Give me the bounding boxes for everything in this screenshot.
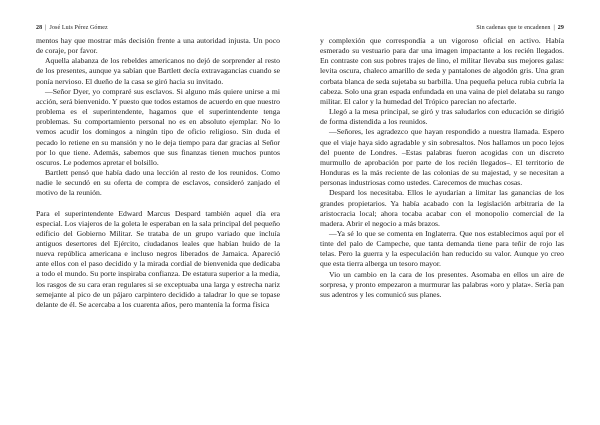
- paragraph: Bartlett pensó que había dado una lección al resto de los reunidos. Como nadie le secundó en su oferta de compra de esclavos, consideró zanjado el motivo de la reunión.: [36, 168, 280, 198]
- left-page-header: [36, 25, 108, 31]
- paragraph: Aquella alabanza de los rebeldes americanos no dejó de sorprender al resto de los presentes, aunque ya sabían que Bartlett decía extravagancias cuando se ponía nervioso. El dueño de la casa se giró hacia su invitado.: [36, 56, 280, 86]
- paragraph: —Señor Dyer, yo compraré sus esclavos. Si alguno más quiere unirse a mi acción, será bienvenido. Y puesto que todos estamos de acuerdo en que nuestro problema es el superintendente, hagamos que el superintendente tenga problemas. Su comportamiento personal no es en absoluto ejemplar. No lo vemos acudir los domingos a ningún tipo de oficio religioso. Sin duda el pecado lo retiene en su mansión y no le deja tiempo para dar gracias al Señor por lo que tiene. Además, sabemos que sus finanzas tienen muchos puntos oscuros. Le podemos apretar el bolsillo.: [36, 86, 280, 167]
- right-page: [300, 0, 600, 425]
- header-separator: |: [553, 25, 555, 31]
- right-page-header: [476, 25, 564, 31]
- right-page-number: 29: [557, 25, 564, 31]
- right-page-body: [320, 36, 564, 300]
- paragraph: Llegó a la mesa principal, se giró y tras saludarlos con educación se dirigió de forma distendida a los reunidos.: [320, 107, 564, 127]
- paragraph: —Señores, les agradezco que hayan respondido a nuestra llamada. Espero que el viaje haya sido agradable y sin sobresaltos. Nos hallamos un poco lejos del puente de Londres. –Estas palabras fueron acogidas con un discreto murmullo de aprobación por parte de los recién llegados–. El territorio de Honduras es la más reciente de las colonias de su majestad, y se necesitan a personas industriosas como ustedes. Carecemos de muchas cosas.: [320, 127, 564, 188]
- left-page-body: [36, 36, 280, 310]
- header-book-title: Sin cadenas que te encadenen: [476, 25, 551, 31]
- paragraph: Despard los necesitaba. Ellos le ayudarían a limitar las ganancias de los grandes propietarios. Ya había acabado con la legislación arbitraria de la aristocracia local; ahora tocaba acabar con el monopolio comercial de la madera. Abrir el negocio a más brazos.: [320, 188, 564, 228]
- paragraph: y complexión que correspondía a un vigoroso oficial en activo. Había esmerado su vestuario para dar una imagen impactante a los recién llegados. En contraste con sus pobres trajes de lino, el militar llevaba sus mejores galas: levita oscura, chaleco amarillo de seda y pantalones de algodón gris. Una gran corbata blanca de seda sujetaba su barbilla. Una pequeña peluca rubia cubría la cabeza. Solo una gran espada enfundada en una vaina de piel delataba su rango militar. El calor y la humedad del Trópico parecían no afectarle.: [320, 36, 564, 106]
- paragraph: Vio un cambio en la cara de los presentes. Asomaba en ellos un aire de sorpresa, y pronto empezaron a murmurar las palabras «oro y plata». Sería pan sus adentros y les comunicó sus planes.: [320, 269, 564, 299]
- header-separator: |: [45, 25, 47, 31]
- paragraph: Para el superintendente Edward Marcus Despard también aquel día era especial. Los viajeros de la goleta le esperaban en la sala principal del pequeño edificio del Gobierno Militar. Se trataba de un grupo variado que incluía antiguos desertores del Ejército, ciudadanos leales que habían huido de la nueva república americana e incluso negros liberados de Jamaica. Apareció ante ellos con el paso decidido y la mirada cordial de bienvenida que dedicaba a todo el mundo. Su porte inspiraba confianza. De estatura superior a la media, los rasgos de su cara eran regulares si se exceptuaba una larga y estrecha nariz semejante al pico de un pájaro carpintero decidido a taladrar lo que se topase delante de él. Se acercaba a los cuarenta años, pero mantenía la forma física: [36, 208, 280, 309]
- paragraph: mentos hay que mostrar más decisión frente a una autoridad injusta. Un poco de coraje, por favor.: [36, 36, 280, 56]
- header-author: José Luis Pérez Gómez: [49, 25, 108, 31]
- left-page-number: 28: [36, 25, 43, 31]
- paragraph: —Ya sé lo que se comenta en Inglaterra. Que nos establecimos aquí por el tinte del palo de Campeche, que tanta demanda tiene para teñir de rojo las telas. Pero la guerra y la especulación han reducido su valor. Aunque yo creo que esta tierra alberga un tesoro mayor.: [320, 228, 564, 269]
